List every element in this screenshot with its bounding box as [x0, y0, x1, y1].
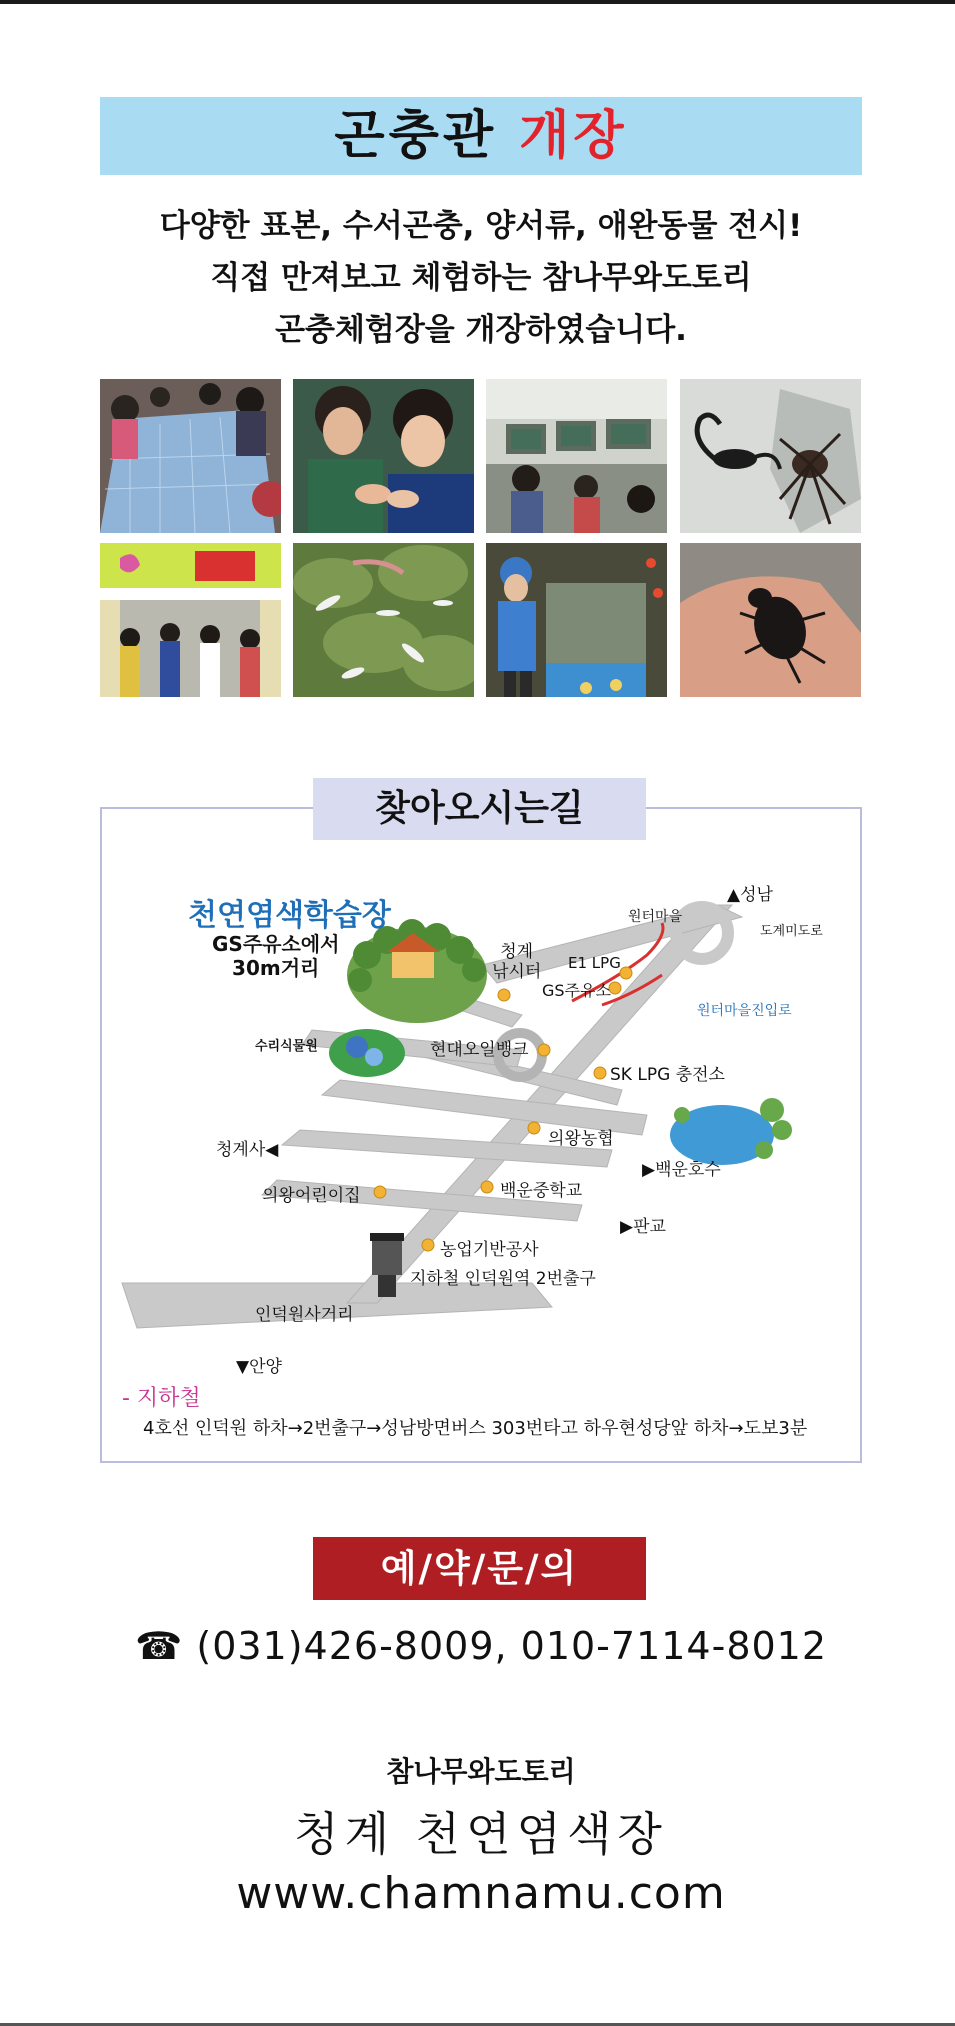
map-label-sk-lpg: SK LPG 충전소	[610, 1065, 725, 1085]
botanical-garden-illustration	[329, 1029, 405, 1077]
photo-children-handling-insects	[293, 379, 474, 533]
map-label-dogye: 도계미도로	[760, 924, 823, 939]
map-label-wonteo-entrance: 원터마을진입로	[697, 1003, 792, 1019]
map-label-pangyo: ▶판교	[620, 1217, 666, 1237]
map-label-krc: 농업기반공사	[440, 1240, 539, 1260]
intro-text	[100, 200, 862, 356]
map-label-destination: 천연염색학습장	[188, 898, 391, 933]
map-label-gs-station: GS주유소	[542, 981, 611, 1000]
intro-line-2: 직접 만져보고 체험하는 참나무와도토리	[210, 260, 752, 296]
map-label-e1-lpg: E1 LPG	[568, 954, 621, 972]
photo-grid	[100, 379, 862, 697]
map-label-botanical: 수리식물원	[255, 1039, 318, 1054]
map-label-uiwang-kindergarten: 의왕어린이집	[262, 1186, 361, 1206]
brand-name: 참나무와도토리	[386, 1755, 576, 1788]
map-label-destination-note	[212, 932, 339, 980]
map-label-seongnam: ▲성남	[727, 885, 773, 905]
map-label-baegun-school: 백운중학교	[500, 1181, 583, 1201]
top-border	[0, 0, 955, 4]
map-label-indeogwon-junction: 인덕원사거리	[255, 1305, 354, 1325]
photo-insects-leaves	[293, 543, 474, 697]
map-label-cheonggyesa: 청계사◀	[216, 1140, 279, 1160]
map-label-baegun-lake: ▶백운호수	[642, 1160, 721, 1180]
map-destination-note-2: 30m거리	[232, 956, 320, 980]
photo-children-water-table	[100, 379, 281, 533]
subway-route-text: 4호선 인덕원 하차→2번출구→성남방면버스 303번타고 하우현성당앞 하차→도보3분	[143, 1418, 808, 1439]
intro-line-3: 곤충체험장을 개장하였습니다.	[275, 312, 687, 348]
map-label-uiwang-nonghyup: 의왕농협	[548, 1129, 614, 1149]
photo-aquarium-display	[486, 379, 667, 533]
photo-butterfly-hall	[100, 543, 281, 697]
reservation-phone: ☎ (031)426-8009, 010-7114-8012	[134, 1624, 828, 1668]
photo-beetle-hand	[680, 543, 861, 697]
intro-line-1: 다양한 표본, 수서곤충, 양서류, 애완동물 전시!	[159, 208, 803, 244]
photo-scorpion-tarantula	[680, 379, 861, 533]
directions-title: 찾아오시는길	[313, 778, 646, 840]
subway-heading: - 지하철	[122, 1386, 201, 1411]
photo-boy-glass-case	[486, 543, 667, 697]
reservation-title: 예/약/문/의	[313, 1537, 646, 1600]
map-label-wondeok-village: 원터마을	[628, 909, 683, 925]
banner-title-accent: 개장	[519, 106, 628, 166]
website-link[interactable]: www.chamnamu.com	[236, 1868, 726, 1919]
map-label-subway-exit: 지하철 인덕원역 2번출구	[410, 1269, 596, 1289]
map-label-hyundai-oilbank: 현대오일뱅크	[430, 1040, 529, 1060]
destination-hill-illustration	[347, 919, 487, 1023]
map-label-anyang: ▼안양	[236, 1357, 282, 1377]
map-label-fishing: 청계 낚시터	[492, 942, 542, 982]
banner-title-main: 곤충관	[334, 106, 498, 166]
map-destination-note-1: GS주유소에서	[212, 932, 340, 956]
title-banner	[100, 97, 862, 175]
venue-name: 청계 천연염색장	[294, 1807, 668, 1861]
